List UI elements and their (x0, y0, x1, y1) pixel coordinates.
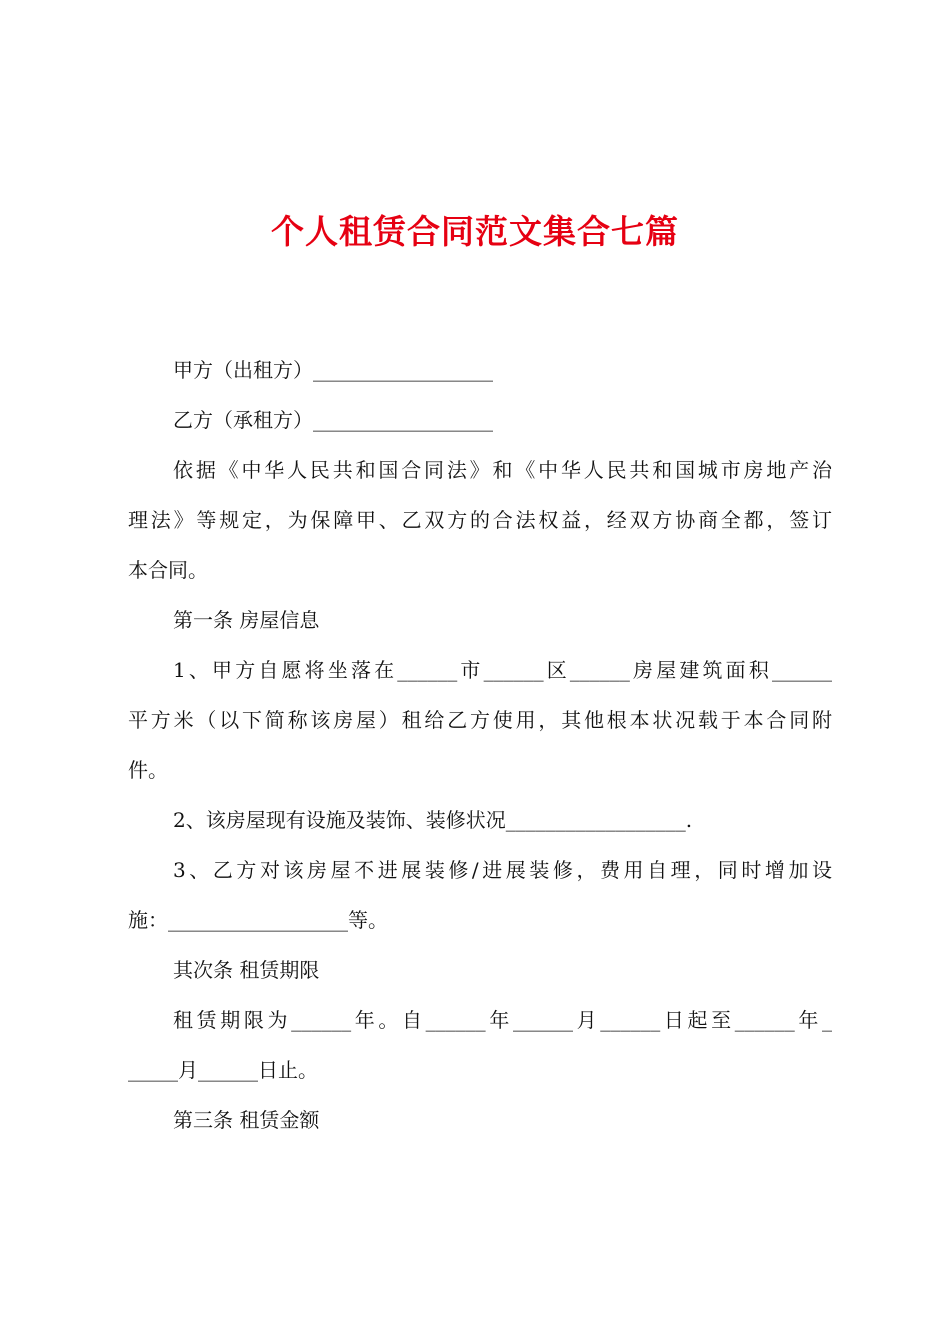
clause-1-line-3: 件。 (128, 758, 168, 782)
clause-3-line-1: 3、乙方对该房屋不进展装修/进展装修，费用自理，同时增加设 (173, 858, 832, 882)
clause-3-line-2: 施：__________________等。 (128, 908, 388, 932)
article-3-heading: 第三条 租赁金额 (173, 1108, 320, 1132)
clause-2-line: 2、该房屋现有设施及装饰、装修状况__________________. (173, 808, 693, 832)
document-title: 个人租赁合同范文集合七篇 (271, 212, 679, 251)
preamble-line-1: 依据《中华人民共和国合同法》和《中华人民共和国城市房地产治 (173, 458, 832, 482)
document-body (128, 345, 832, 1145)
article-1-heading: 第一条 房屋信息 (173, 608, 320, 632)
party-b-line: 乙方（承租方）__________________ (173, 408, 493, 432)
lease-term-line-1: 租赁期限为______年。自______年______月______日起至______年_ (173, 1008, 832, 1032)
lease-term-line-2: _____月______日止。 (128, 1058, 318, 1082)
article-2-heading: 其次条 租赁期限 (173, 958, 320, 982)
party-a-line: 甲方（出租方）__________________ (173, 358, 493, 382)
preamble-line-2: 理法》等规定，为保障甲、乙双方的合法权益，经双方协商全都，签订 (128, 508, 832, 532)
clause-1-line-2: 平方米（以下简称该房屋）租给乙方使用，其他根本状况载于本合同附 (128, 708, 832, 732)
preamble-line-3: 本合同。 (128, 558, 208, 582)
clause-1-line-1: 1、甲方自愿将坐落在______市______区______房屋建筑面积______ (173, 658, 832, 682)
